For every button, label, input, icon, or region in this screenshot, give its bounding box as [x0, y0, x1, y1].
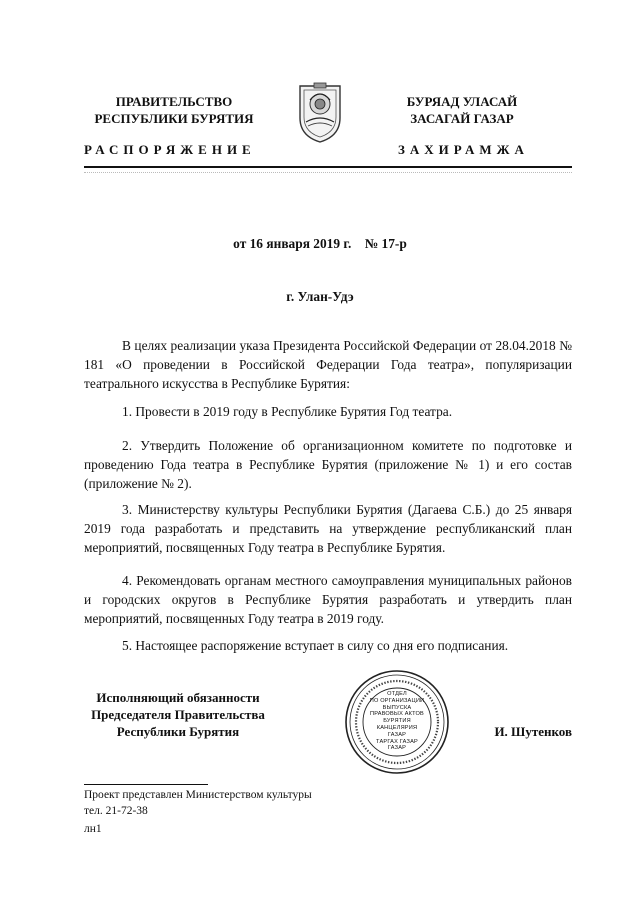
order-item-5: 5. Настоящее распоряжение вступает в силу со дня его подписания. — [122, 638, 509, 653]
seal-line: БУРЯТИЯ — [383, 718, 411, 725]
coat-of-arms-icon — [296, 80, 344, 144]
seal-line: ГАЗАР — [387, 731, 407, 738]
footer-phone: тел. 21-72-38 — [84, 805, 148, 817]
seal-line: ВЫПУСКА — [382, 704, 412, 711]
seal-line: ПО ОРГАНИЗАЦИИ — [369, 697, 425, 704]
signatory-position-line3: Республики Бурятия — [116, 724, 240, 739]
government-name-ru-line1: ПРАВИТЕЛЬСТВО — [115, 94, 233, 109]
footer-rule — [84, 784, 208, 785]
seal-line: ТАРГАХ ГАЗАР — [376, 738, 418, 745]
seal-line: ГАЗАР — [387, 745, 407, 752]
intro-paragraph: В целях реализации указа Президента Российской Федерации от 28.04.2018 № 181 «О проведении в Российской Федерации Года театра», популяризации театрального искусства в Республике Бурятия: — [84, 338, 572, 391]
order-item-1: 1. Провести в 2019 году в Республике Бурятия Год театра. — [122, 404, 453, 419]
order-item-2: 2. Утвердить Положение об организационном комитете по подготовке и проведению Года театра в Республике Бурятия (приложение № 1) и его состав (приложение № 2). — [84, 438, 572, 491]
signatory-position — [84, 689, 272, 740]
government-name-bua-line2: ЗАСАГАЙ ГАЗАР — [410, 111, 514, 126]
government-name-bua-line1: БУРЯАД УЛАСАЙ — [406, 94, 518, 109]
seal-line: ОТДЕЛ — [387, 691, 407, 697]
signatory-position-line1: Исполняющий обязанности — [96, 690, 260, 705]
footer-prepared-by: Проект представлен Министерством культуры — [84, 789, 312, 801]
signatory-name: И. Шутенков — [494, 724, 572, 739]
official-seal-icon — [343, 668, 451, 776]
document-city: г. Улан-Удэ — [286, 289, 354, 304]
seal-line: ПРАВОВЫХ АКТОВ — [369, 711, 424, 718]
signatory-position-line2: Председателя Правительства — [91, 707, 265, 722]
footer-code: лн1 — [84, 823, 102, 835]
seal-text — [367, 691, 427, 752]
document-date-number: от 16 января 2019 г. № 17-р — [233, 236, 407, 251]
header-rule-dotted — [84, 172, 572, 173]
document-type-ru: РАСПОРЯЖЕНИЕ — [84, 142, 256, 157]
seal-line: КАНЦЕЛЯРИЯ — [376, 724, 418, 731]
government-name-ru — [84, 93, 264, 127]
header-rule-thick — [84, 166, 572, 168]
document-type-bua: ЗАХИРАМЖА — [398, 142, 529, 157]
order-item-4: 4. Рекомендовать органам местного самоуправления муниципальных районов и городских округов в Республике Бурятия разработать и утвердить план мероприятий, посвященных Году театра в 2019 году. — [84, 573, 572, 626]
government-name-ru-line2: РЕСПУБЛИКИ БУРЯТИЯ — [94, 111, 254, 126]
order-item-3: 3. Министерству культуры Республики Бурятия (Дагаева С.Б.) до 25 января 2019 года разработать и представить на утверждение республиканский план мероприятий, посвященных Году театра в Республике Бурятия. — [84, 502, 572, 555]
government-name-bua — [392, 93, 532, 127]
